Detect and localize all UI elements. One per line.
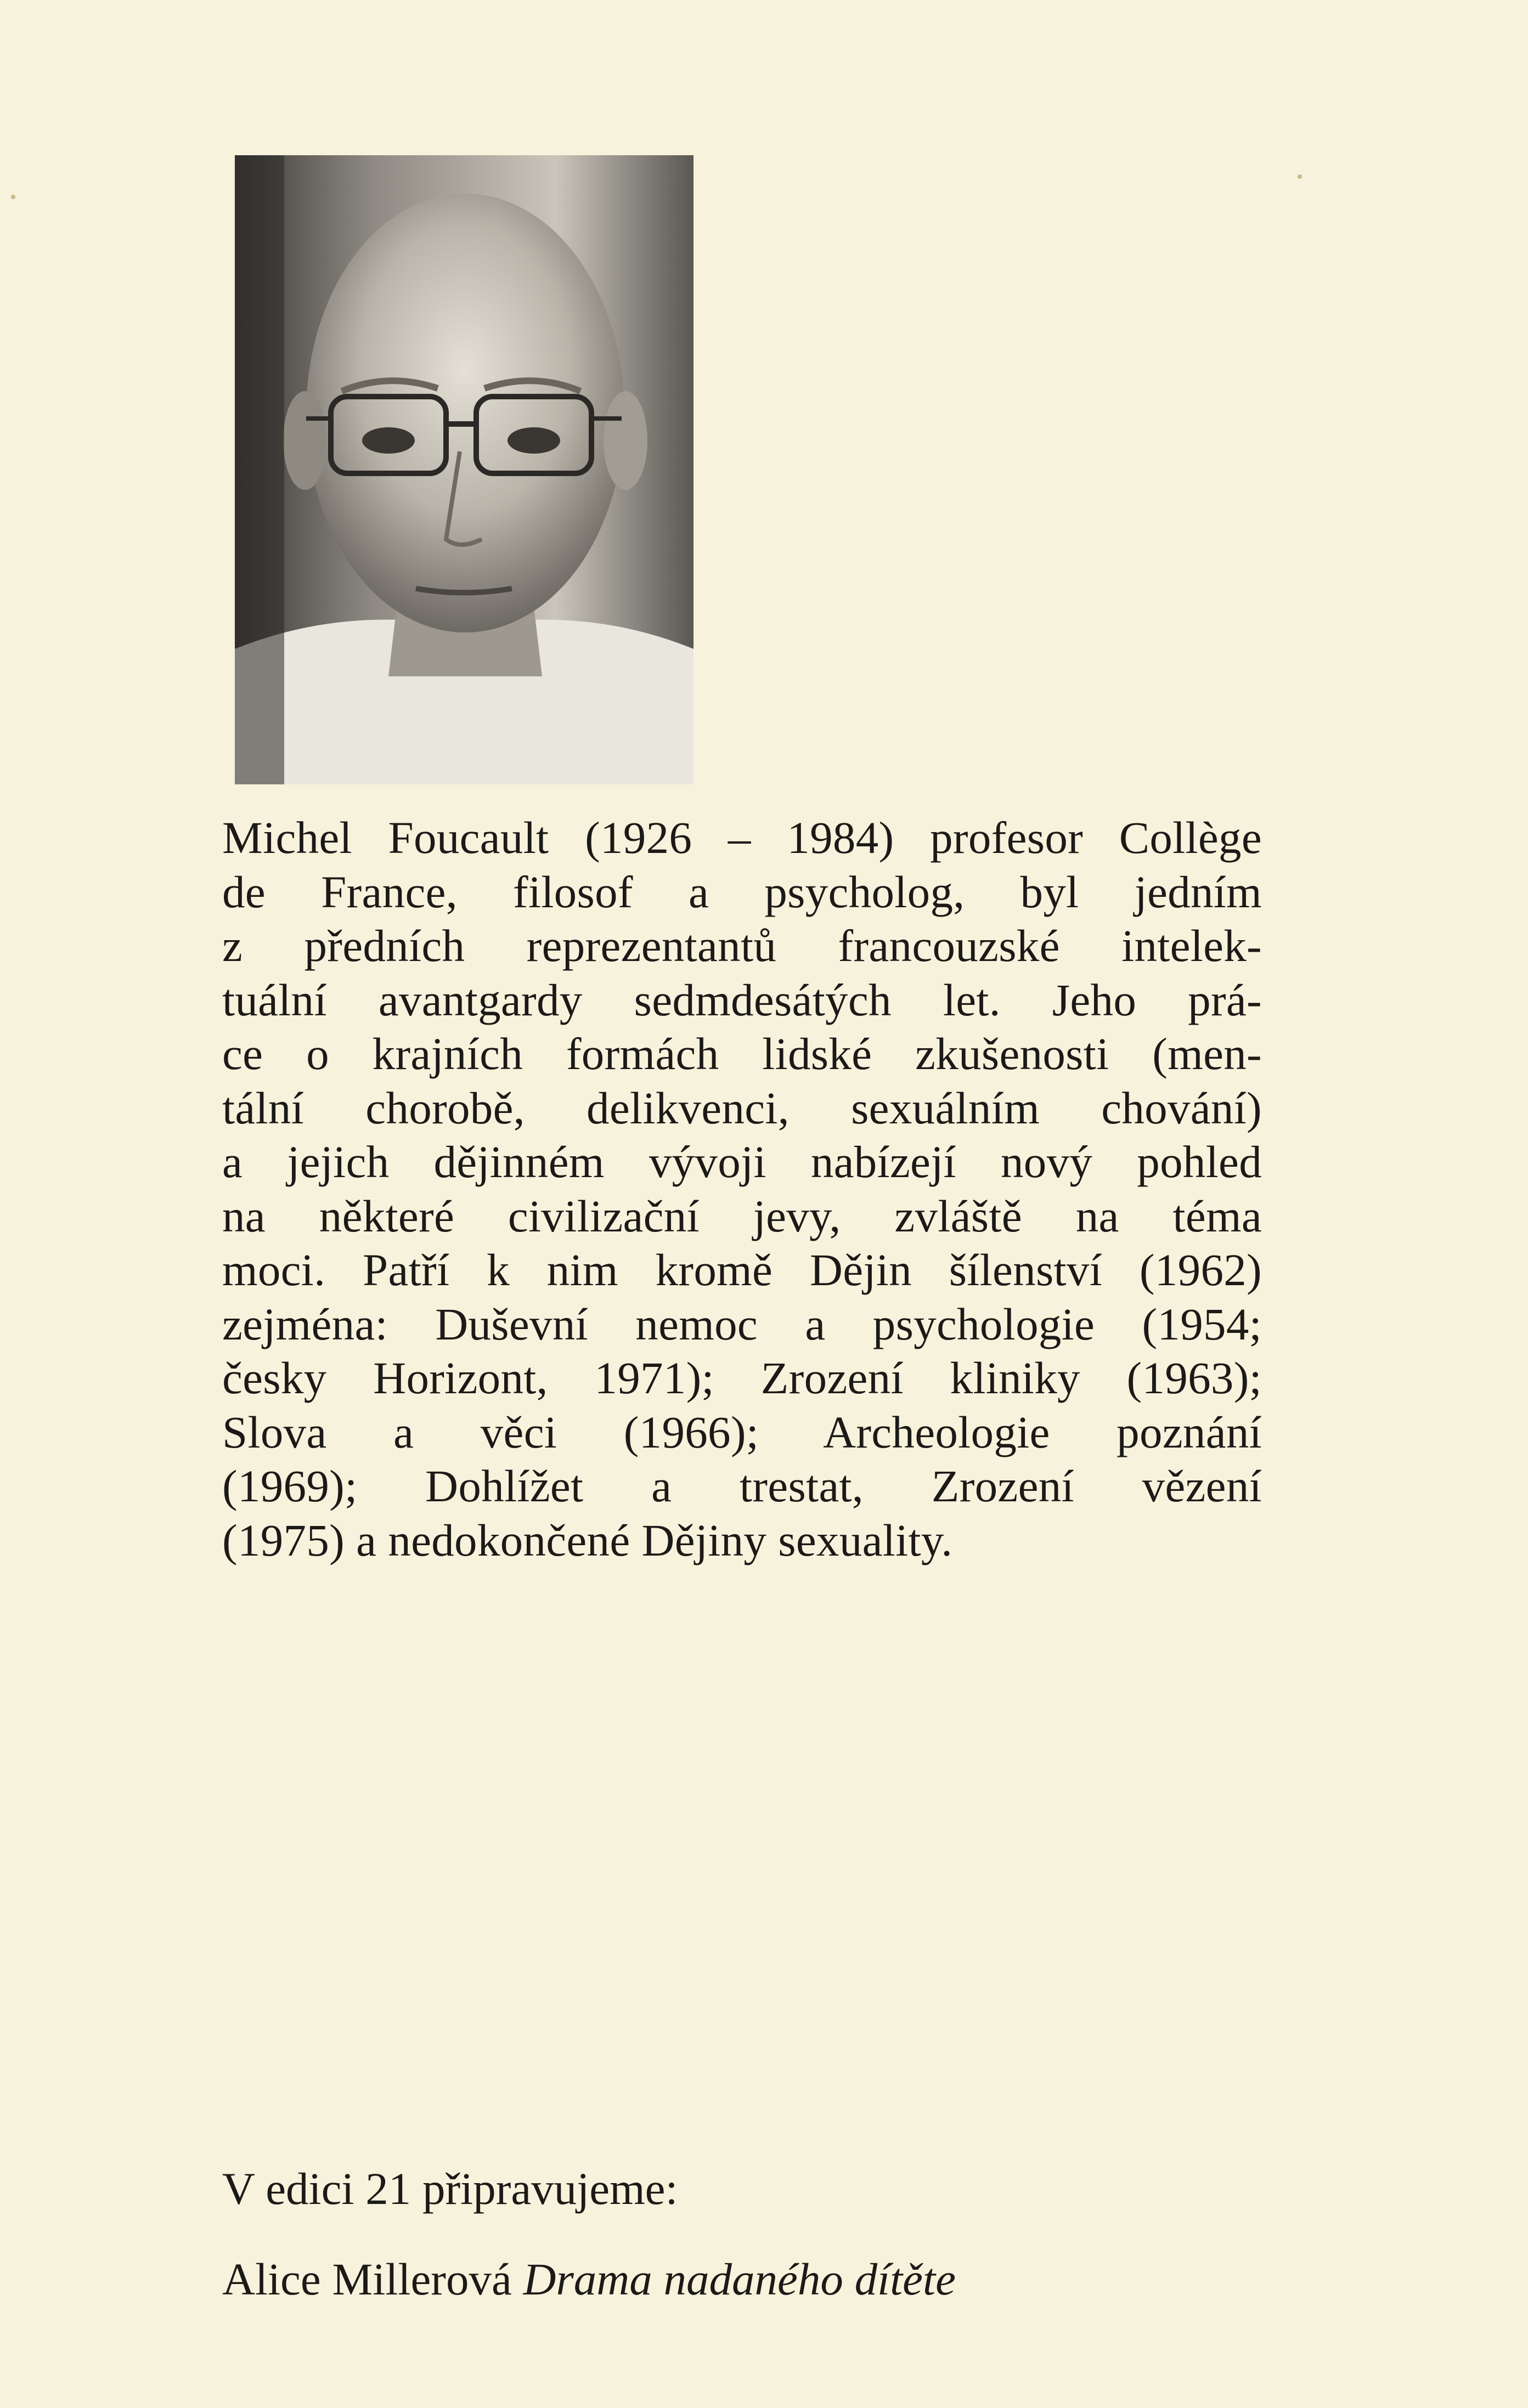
forthcoming-title-entry [222, 2252, 956, 2307]
bio-line: moci. Patří k nim kromě Dějin šílenství (1962) [222, 1245, 1262, 1295]
bio-line: z předních reprezentantů francouzské intelek- [222, 920, 1262, 971]
bio-line: a jejich dějinném vývoji nabízejí nový pohled [222, 1137, 1262, 1187]
paper-speck [1298, 174, 1302, 179]
author-biography [222, 811, 1262, 1567]
bio-line: Michel Foucault (1926 – 1984) profesor Collège [222, 812, 1262, 863]
forthcoming-book-title: Drama nadaného dítěte [523, 2254, 956, 2304]
bio-line: Slova a věci (1966); Archeologie poznání [222, 1406, 1262, 1457]
bio-line: (1975) a nedokončené Dějiny sexuality. [222, 1514, 953, 1565]
bio-line: tuální avantgardy sedmdesátých let. Jeho prá- [222, 974, 1262, 1025]
bio-line: ce o krajních formách lidské zkušenosti (men- [222, 1028, 1262, 1079]
bio-line: na některé civilizační jevy, zvláště na téma [222, 1190, 1262, 1241]
bio-line: tální chorobě, delikvenci, sexuálním chování) [222, 1082, 1262, 1133]
portrait-photo-icon [235, 155, 693, 784]
bio-line: česky Horizont, 1971); Zrození kliniky (1963); [222, 1353, 1262, 1403]
paper-speck [11, 195, 15, 199]
author-portrait-photo [235, 155, 693, 784]
bio-line: de France, filosof a psycholog, byl jedním [222, 866, 1262, 917]
bio-line: zejména: Duševní nemoc a psychologie (1954; [222, 1298, 1262, 1349]
bio-line: (1969); Dohlížet a trestat, Zrození vězení [222, 1461, 1262, 1511]
forthcoming-author: Alice Millerová [222, 2254, 512, 2304]
edition-heading: V edici 21 připravujeme: [222, 2163, 678, 2214]
